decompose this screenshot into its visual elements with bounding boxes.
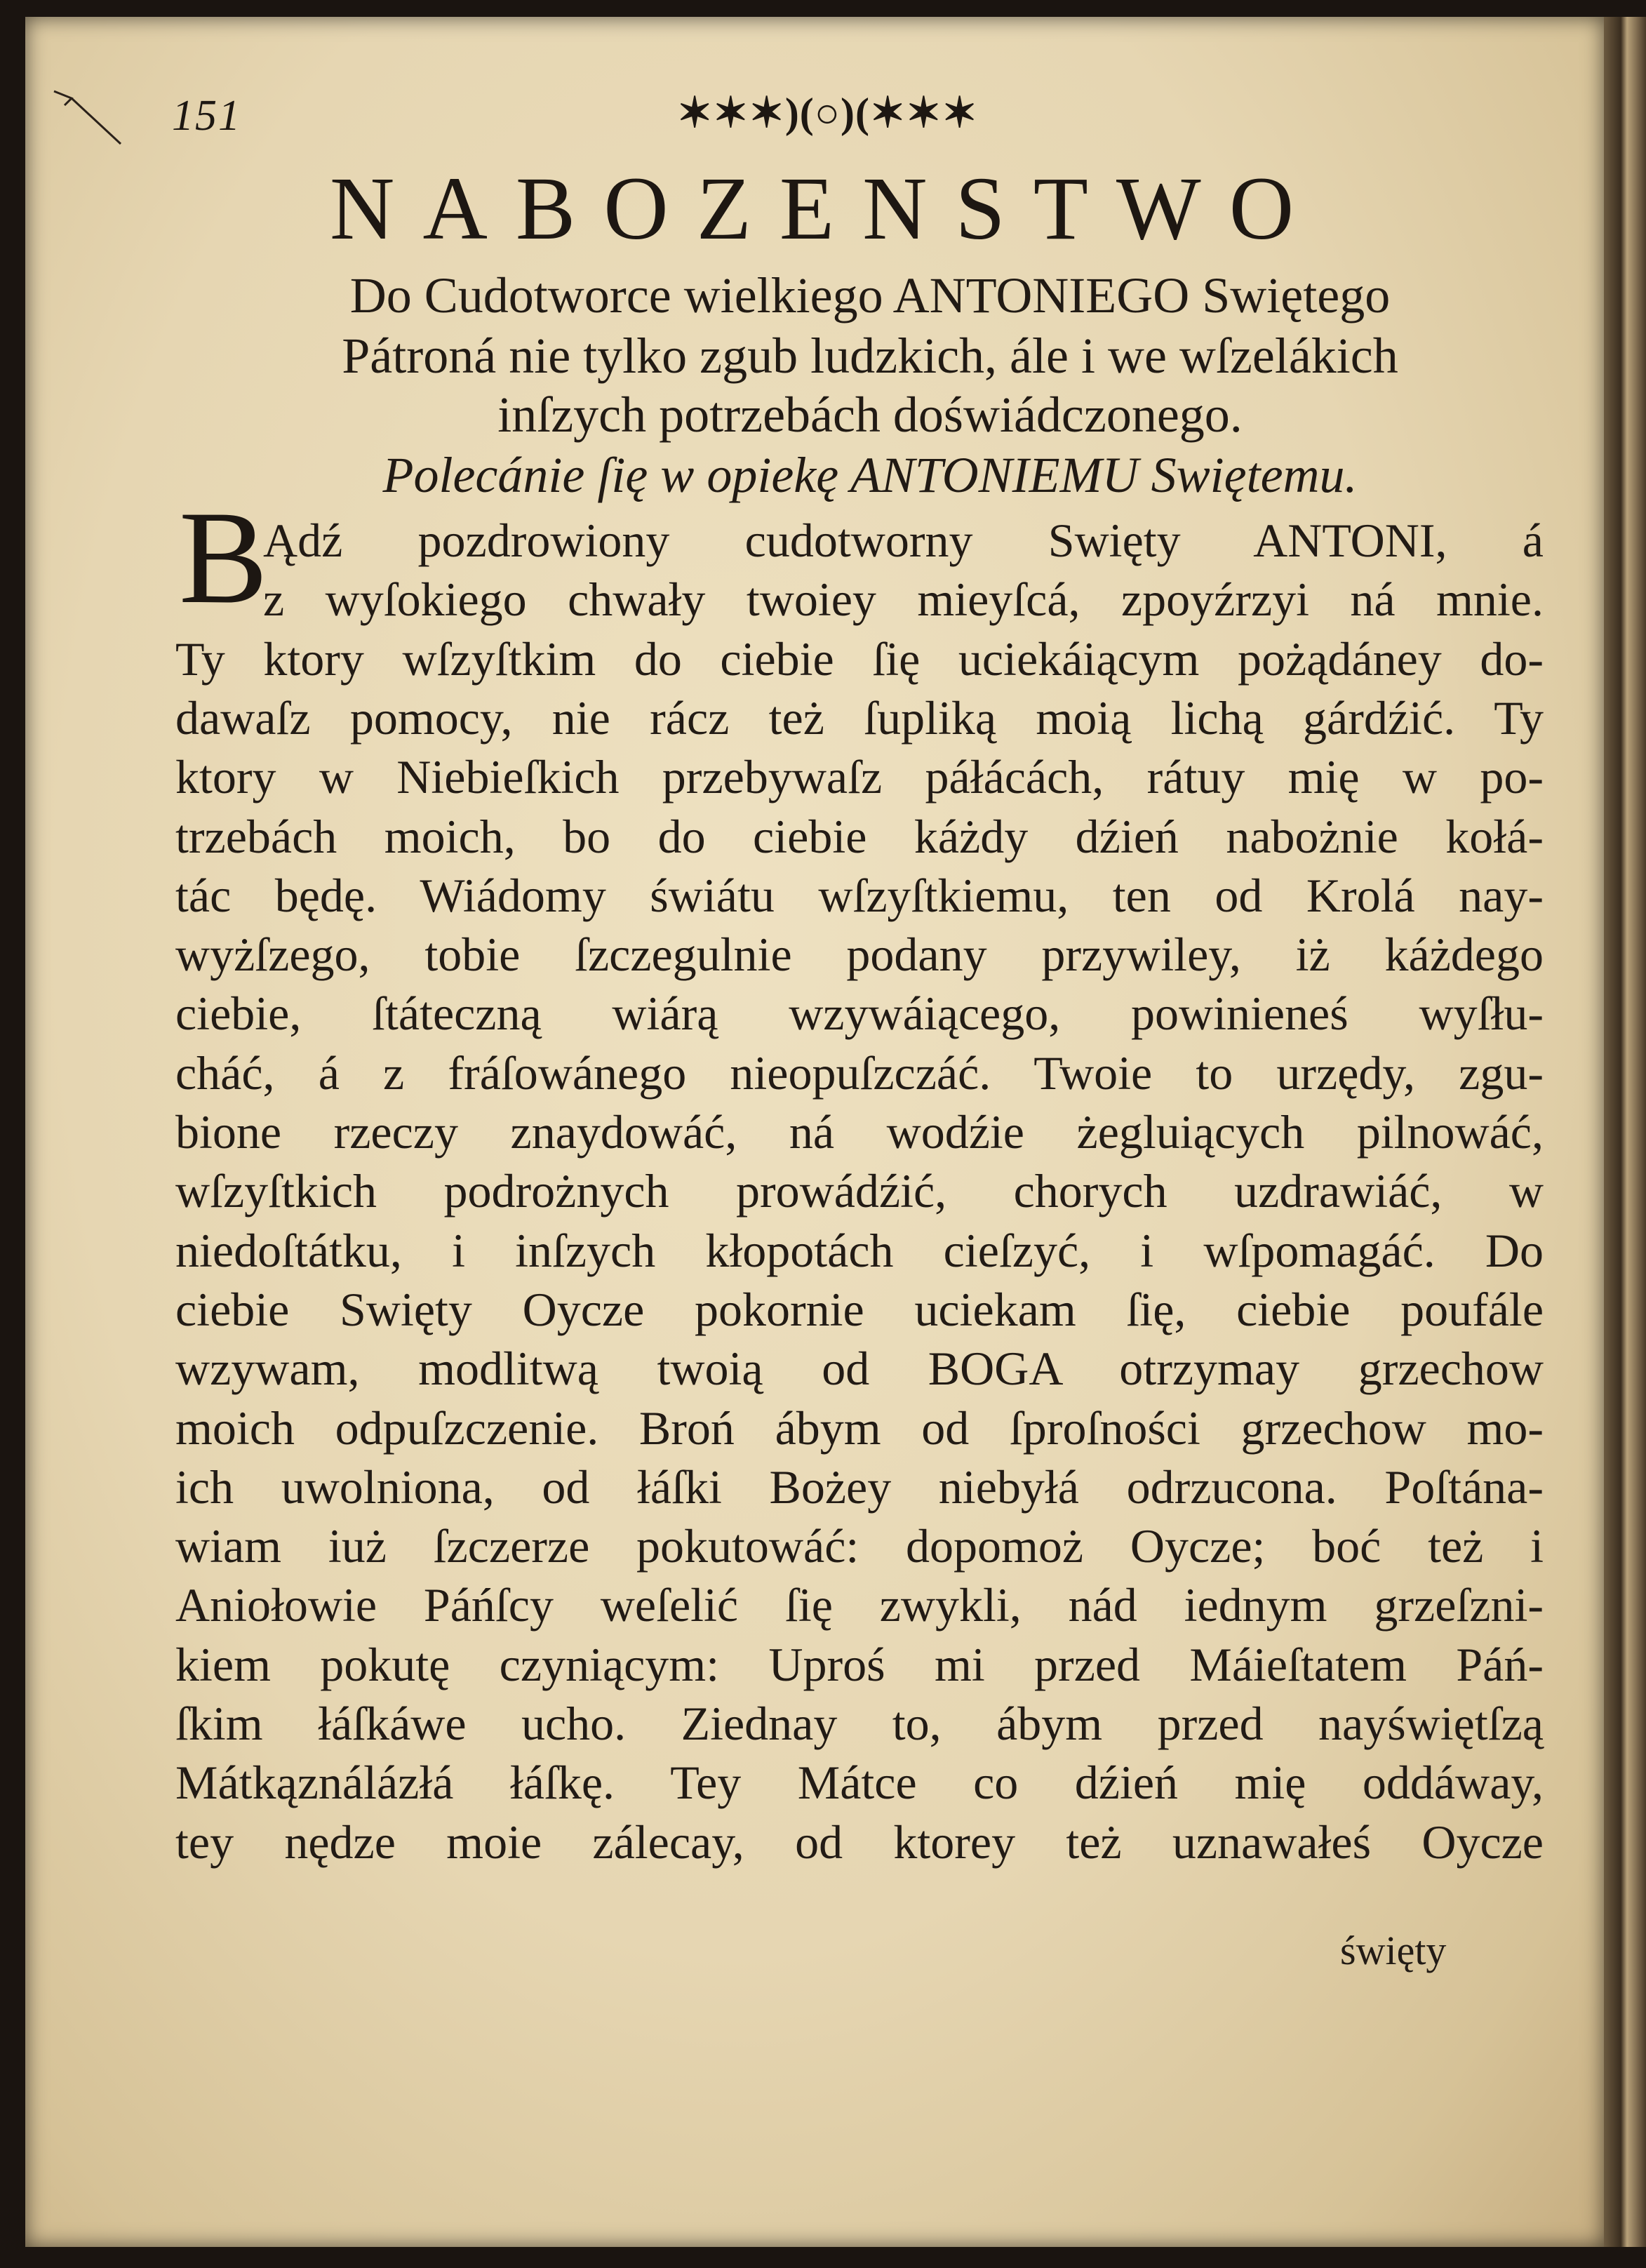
page-number: 151	[172, 92, 241, 140]
subtitle-line-1: Do Cudotworce wielkiego ANTONIEGO Swiętego	[349, 267, 1391, 323]
subtitle-line-2: Pátroná nie tylko zgub ludzkich, ále i we wſzelákich	[342, 328, 1398, 384]
pen-stroke-mark	[51, 84, 128, 147]
prayer-line: ciebie, ſtáteczną wiárą wzywáiącego, powinieneś wyſłu-	[175, 987, 1544, 1041]
prayer-line: kiem pokutę czyniącym: Uproś mi przed Máieſtatem Páń-	[175, 1637, 1544, 1691]
header-ornament: ✶✶✶)(○)(✶✶✶	[677, 90, 978, 136]
prayer-line: Ty ktory wſzyſtkim do ciebie ſię uciekáiącym pożądáney do-	[175, 632, 1544, 686]
prayer-line: ktory w Niebieſkich przebywaſz páłácách, rátuy mię w po-	[175, 750, 1544, 804]
prayer-line: ciebie Swięty Oycze pokornie uciekam ſię, ciebie poufále	[175, 1282, 1544, 1336]
prayer-line: ſkim łáſkáwe ucho. Ziednay to, ábym przed nayświętſzą	[175, 1697, 1544, 1750]
prayer-line: dawaſz pomocy, nie rácz też ſupliką moią lichą gárdźić. Ty	[175, 691, 1544, 745]
prayer-line: Mátkąználázłá łáſkę. Tey Mátce co dźień mię oddáway,	[175, 1756, 1544, 1810]
prayer-line: wyżſzego, tobie ſzczegulnie podany przywiley, iż káżdego	[175, 928, 1544, 982]
page-binding-edge	[1604, 17, 1646, 2247]
prayer-line: Aniołowie Páńſcy weſelić ſię zwykli, nád iednym grzeſzni-	[175, 1578, 1544, 1632]
prayer-line: wiam iuż ſzczerze pokutowáć: dopomoż Oycze; boć też i	[175, 1519, 1544, 1573]
prayer-line: ich uwolniona, od łáſki Bożey niebyłá odrzucona. Poſtána-	[175, 1460, 1544, 1514]
prayer-line: cháć, á z fráſowánego nieopuſzczáć. Twoie to urzędy, zgu-	[175, 1046, 1544, 1100]
prayer-line: wſzyſtkich podrożnych prowádźić, chorych uzdrawiáć, w	[175, 1164, 1544, 1218]
subtitle-line-3: inſzych potrzebách doświádczonego.	[497, 387, 1243, 443]
prayer-line: tác będę. Wiádomy świátu wſzyſtkiemu, ten od Krolá nay-	[175, 868, 1544, 922]
page-title: NABOZENSTWO	[330, 159, 1323, 258]
prayer-line: niedoſtátku, i inſzych kłopotách cieſzyć, i wſpomagáć. Do	[175, 1223, 1544, 1277]
drop-cap: B	[179, 484, 268, 632]
running-header	[172, 91, 1098, 154]
prayer-line: moich odpuſzczenie. Broń ábym od ſproſności grzechow mo-	[175, 1401, 1544, 1455]
prayer-line: wzywam, modlitwą twoią od BOGA otrzymay grzechow	[175, 1342, 1544, 1396]
prayer-line: trzebách moich, bo do ciebie káżdy dźień nabożnie kołá-	[175, 809, 1544, 863]
prayer-line: Ądź pozdrowiony cudotworny Swięty ANTONI, á	[263, 514, 1544, 567]
section-heading: Polecánie ſię w opiekę ANTONIEMU Swiętemu.	[382, 447, 1358, 503]
prayer-line: tey nędze moie zálecay, od ktorey też uznawałeś Oycze	[175, 1815, 1544, 1869]
catchword: święty	[1340, 1928, 1447, 1973]
prayer-line: bione rzeczy znaydowáć, ná wodźie żegluiących pilnowáć,	[175, 1105, 1544, 1159]
prayer-line: z wyſokiego chwały twoiey mieyſcá, zpoyźrzyi ná mnie.	[263, 573, 1544, 627]
